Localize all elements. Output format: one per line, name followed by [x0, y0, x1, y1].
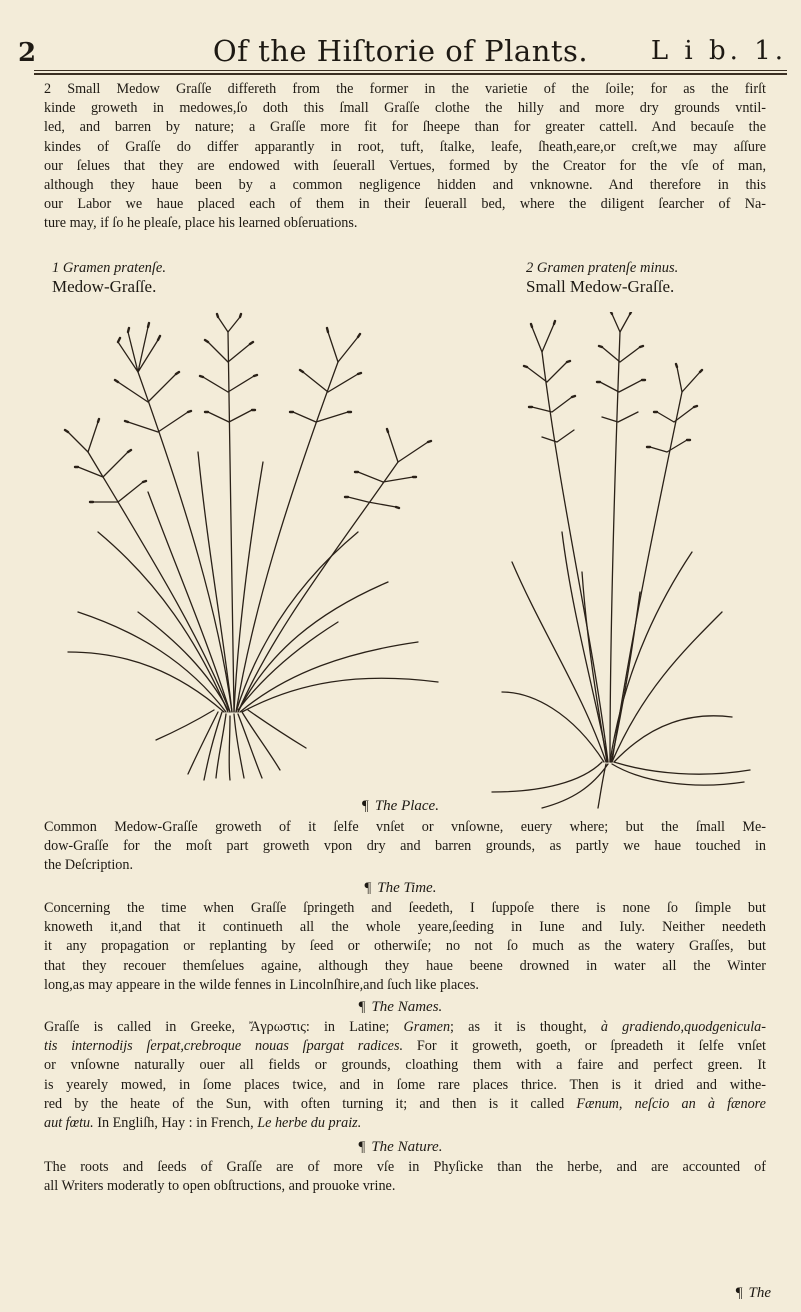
heading-text: The Place. [374, 798, 439, 814]
heading-text: The Nature. [371, 1139, 443, 1155]
text-line: Graſſe is called in Greeke, Ἄγρωστις: in Latine; Gramen; as it is thought, à gradiendo,quodgenicula- [44, 1019, 766, 1035]
catchword: ¶ The [735, 1285, 771, 1301]
figure-english-name: Medow-Graſſe. [52, 277, 157, 296]
text-line: the Deſcription. [44, 857, 134, 874]
pilcrow: ¶ [362, 798, 369, 814]
pilcrow: ¶ [358, 1139, 366, 1155]
intro-paragraph [44, 80, 766, 234]
text-line: it any propagation or replanting by ſeed or otherwiſe; no not ſo much as the watery Graſſes, but [44, 938, 766, 955]
text-line: 2 Small Medow Graſſe differeth from the former in the varietie of the ſoile; for as the firſt [44, 81, 766, 97]
pilcrow: ¶ [735, 1285, 743, 1301]
small-meadow-grass-woodcut [482, 312, 752, 812]
text-line: kinde groweth in medowes,ſo doth this ſmall Graſſe clothe the hilly and more dry grounds vntil- [44, 100, 766, 117]
text-line: Concerning the time when Graſſe ſpringeth and ſeedeth, I ſuppoſe there is none ſo ſimple but [44, 900, 766, 916]
nature-paragraph [44, 1158, 766, 1196]
heading-place [0, 798, 801, 815]
time-paragraph [44, 899, 766, 995]
text-line: kindes of Graſſe do differ apparantly in root, tuft, ſtalke, leafe, ſheath,eare,or creſt,we may aſſure [44, 138, 766, 155]
text-line: tis internodijs ſerpat,crebroque nouas ſpargat radices. For it groweth, goeth, or ſpreadeth it ſelfe vnſet [44, 1038, 766, 1055]
page-number: 2 [18, 38, 37, 68]
book-number: L i b. 1. [650, 36, 787, 66]
greek-name: Ἄγρωστις [249, 1019, 306, 1035]
latin-name: Gramen [403, 1019, 451, 1035]
text-line: ture may, if ſo he pleaſe, place his learned obſeruations. [44, 215, 358, 232]
header-rule [34, 70, 787, 71]
text-line: our Labor we haue placed each of them in their ſeuerall bed, where the diligent ſearcher of Na- [44, 196, 766, 213]
figure-latin-name: 1 Gramen pratenſe. [52, 260, 166, 276]
pilcrow: ¶ [358, 999, 366, 1015]
text-line: is yearely mowed, in ſome places twice, and in ſome rare places thrice. Then is it dried and withe- [44, 1076, 766, 1093]
text-line: our ſelues that they are endowed with ſeuerall Vertues, formed by the Creator for the vſe of man, [44, 157, 766, 174]
heading-text: The Names. [371, 999, 443, 1015]
text-line: long,as may appeare in the wilde fennes in Lincolnſhire,and ſuch like places. [44, 976, 479, 993]
text-line: Common Medow-Graſſe groweth of it ſelfe vnſet or vnſowne, euery where; but the ſmall Me- [44, 819, 766, 835]
text-line: knoweth it,and that it continueth all the whole yeare,ſeeding in Iune and Iuly. Neither needeth [44, 919, 766, 936]
text-line: all Writers moderatly to open obſtructions, and prouoke vrine. [44, 1178, 396, 1195]
text-line: although they haue been by a common negligence hidden and vnknowne. And therefore in this [44, 177, 766, 194]
running-title: Of the Hiſtorie of Plants. [212, 34, 589, 68]
text-line: aut fœtu. In Engliſh, Hay : in French, Le herbe du praiz. [44, 1115, 362, 1132]
text-line: red by the heate of the Sun, with often turning it; and then is it called Fænum, neſcio an à fænore [44, 1095, 766, 1112]
names-paragraph [44, 1018, 766, 1133]
heading-nature [0, 1139, 801, 1156]
figure-latin-name: 2 Gramen pratenſe minus. [526, 260, 679, 276]
heading-text: The Time. [377, 880, 437, 896]
pilcrow: ¶ [364, 880, 372, 896]
text-line: dow-Graſſe for the moſt part groweth vpon dry and barren grounds, as partly we haue touched in [44, 838, 766, 855]
header-rule-double [34, 73, 787, 75]
place-paragraph [44, 818, 766, 876]
text-line: or vnſowne naturally ouer all fields or grounds, cloathing them with a faire and perfect green. It [44, 1057, 766, 1074]
french-name: Le herbe du praiz. [257, 1115, 362, 1132]
figure-caption-2 [526, 260, 678, 297]
figure-english-name: Small Medow-Graſſe. [526, 277, 675, 296]
text-line: The roots and ſeeds of Graſſe are of more vſe in Phyſicke than the herbe, and are accounted of [44, 1159, 766, 1175]
text-line: that they recouer themſelues againe, although they haue beene drowned in water all the Winter [44, 957, 766, 974]
heading-time [0, 880, 801, 897]
meadow-grass-woodcut [58, 312, 458, 782]
heading-names [0, 999, 801, 1016]
text-line: led, and barren by nature; a Graſſe more fit for ſheepe than for greater cattell. And becauſe the [44, 119, 766, 136]
page-header [0, 30, 801, 70]
figure-caption-1 [52, 260, 166, 297]
